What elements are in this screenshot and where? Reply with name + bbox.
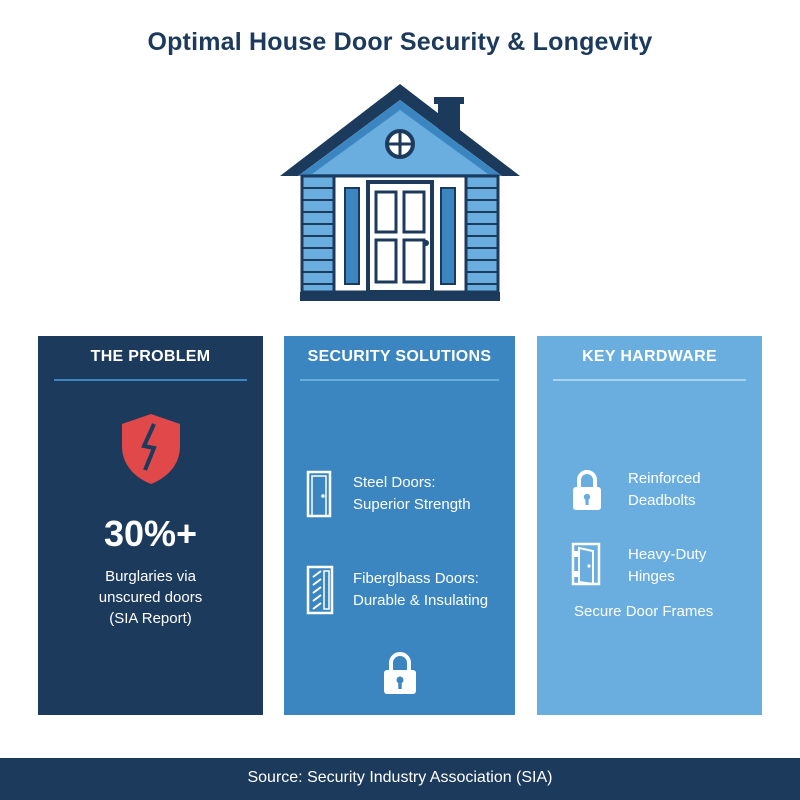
stat-description-line: Burglaries via (105, 568, 196, 585)
fiberglass-doors-item (353, 568, 488, 612)
hinges-item (628, 544, 706, 588)
divider (54, 379, 247, 381)
page-title: Optimal House Door Security & Longevity (147, 28, 653, 56)
item-label: Reinforced (628, 470, 701, 487)
solutions-panel (284, 336, 515, 715)
problem-title: THE PROBLEM (90, 348, 211, 365)
item-label: Durable & Insulating (353, 592, 489, 609)
stat-description-line: (SIA Report) (109, 610, 192, 627)
house-icon (270, 84, 530, 306)
solutions-title: SECURITY SOLUTIONS (307, 348, 492, 365)
padlock-icon (571, 469, 603, 511)
door-frames-item (574, 601, 713, 623)
steel-door-icon (306, 470, 332, 518)
steel-doors-item (353, 472, 471, 516)
item-label: Fiberglbass Doors: (353, 570, 479, 587)
source-footer: Source: Security Industry Association (SIA) (0, 758, 800, 800)
stat-description (38, 566, 263, 629)
item-label: Hinges (628, 568, 675, 585)
divider (553, 379, 746, 381)
problem-panel (38, 336, 263, 715)
fiberglass-door-icon (306, 565, 334, 615)
hardware-title: KEY HARDWARE (582, 348, 717, 365)
broken-shield-icon (118, 412, 184, 486)
deadbolts-item (628, 468, 701, 512)
item-label: Superior Strength (353, 496, 471, 513)
item-label: Deadbolts (628, 492, 696, 509)
divider (300, 379, 499, 381)
door-hinge-icon (571, 542, 601, 586)
burglary-stat: 30%+ (103, 513, 198, 554)
item-label: Secure Door Frames (574, 603, 714, 620)
stat-description-line: unscured doors (98, 589, 203, 606)
hardware-panel (537, 336, 762, 715)
item-label: Heavy-Duty (628, 546, 707, 563)
item-label: Steel Doors: (353, 474, 436, 491)
padlock-icon (382, 651, 418, 695)
